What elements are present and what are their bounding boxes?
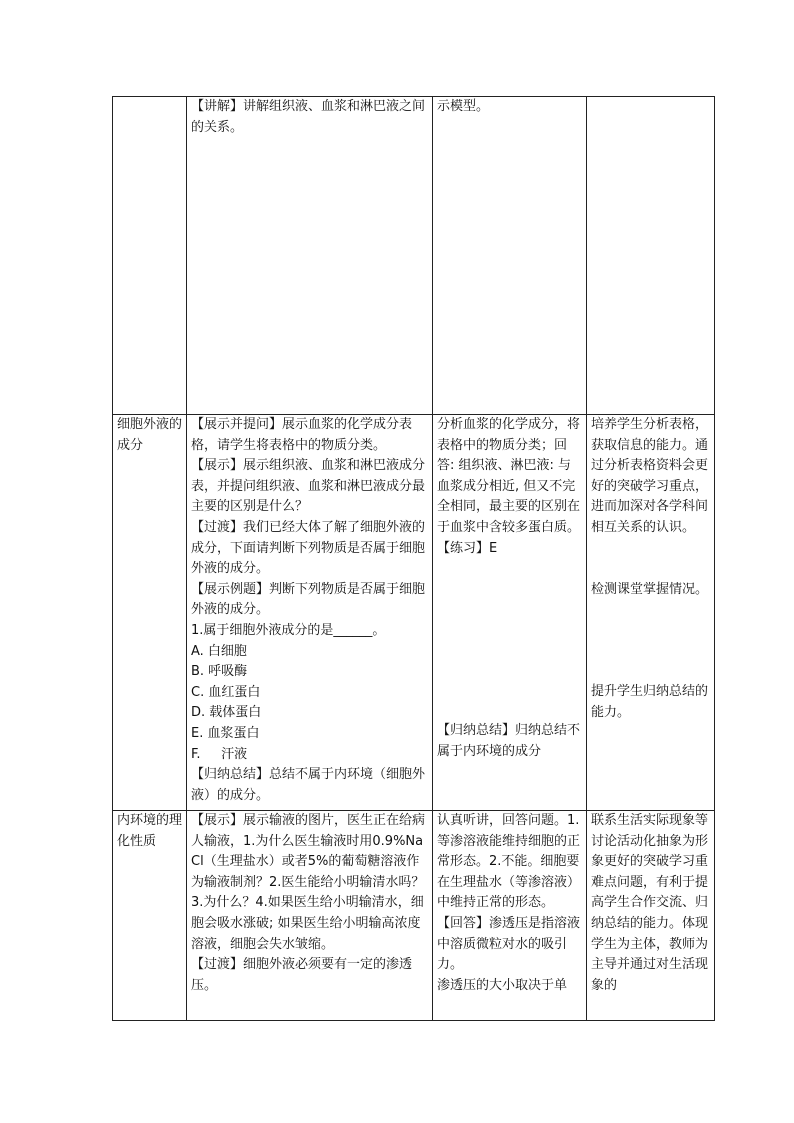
paragraph: 渗透压的大小取决于单 bbox=[437, 977, 568, 993]
stage-cell bbox=[113, 811, 187, 1021]
student-activity-cell bbox=[433, 97, 587, 415]
teacher-activity-cell bbox=[187, 811, 433, 1021]
paragraph: 认真听讲，回答问题。1.等渗溶液能维持细胞的正常形态。2.不能。细胞要在生理盐水（等渗溶液）中维持正常的形态。 bbox=[437, 813, 581, 911]
student-activity-cell bbox=[433, 415, 587, 811]
paragraph: 培养学生分析表格，获取信息的能力。通过分析表格资料会更好的突破学习重点，进而加深对各学科间相互关系的认识。 bbox=[591, 417, 709, 535]
paragraph: 【展示】展示组织液、血浆和淋巴液成分表，并提问组织液、血浆和淋巴液成分最主要的区别是什么？ bbox=[191, 458, 426, 515]
paragraph: 联系生活实际现象等讨论活动化抽象为形象更好的突破学习重难点问题，有利于提高学生合作交流、归纳总结的能力。体现学生为主体，教师为主导并通过对生活现象的 bbox=[591, 813, 709, 993]
paragraph: 【归纳总结】归纳总结不属于内环境的成分 bbox=[437, 723, 581, 759]
table-row bbox=[113, 415, 715, 811]
table-row bbox=[113, 811, 715, 1021]
paragraph: 提升学生归纳总结的能力。 bbox=[591, 684, 709, 720]
paragraph: 示模型。 bbox=[437, 99, 490, 114]
option-b: B. 呼吸酶 bbox=[191, 664, 248, 680]
paragraph: 【归纳总结】总结不属于内环境（细胞外液）的成分。 bbox=[191, 767, 426, 803]
stage-label: 内环境的理化性质 bbox=[117, 813, 183, 849]
student-activity-cell bbox=[433, 811, 587, 1021]
option-f: F. 汗液 bbox=[191, 746, 248, 762]
teacher-activity-cell bbox=[187, 415, 433, 811]
paragraph: 【讲解】讲解组织液、血浆和淋巴液之间的关系。 bbox=[191, 99, 426, 135]
table-row bbox=[113, 97, 715, 415]
lesson-plan-table bbox=[112, 96, 715, 1021]
option-e: E. 血浆蛋白 bbox=[191, 725, 260, 741]
stage-label: 细胞外液的成分 bbox=[117, 417, 183, 453]
paragraph: 【展示并提问】展示血浆的化学成分表格，请学生将表格中的物质分类。 bbox=[191, 417, 413, 453]
question-stem: 1.属于细胞外液成分的是______。 bbox=[191, 622, 386, 638]
option-c: C. 血红蛋白 bbox=[191, 684, 261, 700]
paragraph: 【练习】E bbox=[437, 540, 498, 556]
paragraph: 【展示例题】判断下列物质是否属于细胞外液的成分。 bbox=[191, 581, 426, 618]
teacher-activity-cell bbox=[187, 97, 433, 415]
paragraph: 【过渡】我们已经大体了解了细胞外液的成分，下面请判断下列物质是否属于细胞外液的成分。 bbox=[191, 519, 426, 577]
paragraph: 检测课堂掌握情况。 bbox=[591, 581, 709, 597]
stage-cell bbox=[113, 415, 187, 811]
option-a: A. 白细胞 bbox=[191, 643, 247, 659]
design-intent-cell bbox=[587, 811, 715, 1021]
paragraph: 【回答】渗透压是指溶液中溶质微粒对水的吸引力。 bbox=[437, 915, 581, 973]
design-intent-cell bbox=[587, 97, 715, 415]
paragraph: 分析血浆的化学成分，将表格中的物质分类；回答: 组织液、淋巴液: 与血浆成分相近, 但又不完全相同，最主要的区别在于血浆中含较多蛋白质。 bbox=[437, 417, 581, 535]
paragraph: 【过渡】细胞外液必须要有一定的渗透压。 bbox=[191, 957, 413, 993]
paragraph: 【展示】展示输液的图片，医生正在给病人输液，1.为什么医生输液时用0.9%NaCl（生理盐水）或者5%的葡萄糖溶液作为输液制剂？2.医生能给小明输清水吗？3.为什么？4.如果医生给小明输清水，细胞会吸水涨破; 如果医生给小明输高浓度溶液，细胞会失水皱缩。 bbox=[191, 813, 426, 952]
stage-cell bbox=[113, 97, 187, 415]
design-intent-cell bbox=[587, 415, 715, 811]
option-d: D. 载体蛋白 bbox=[191, 705, 262, 721]
